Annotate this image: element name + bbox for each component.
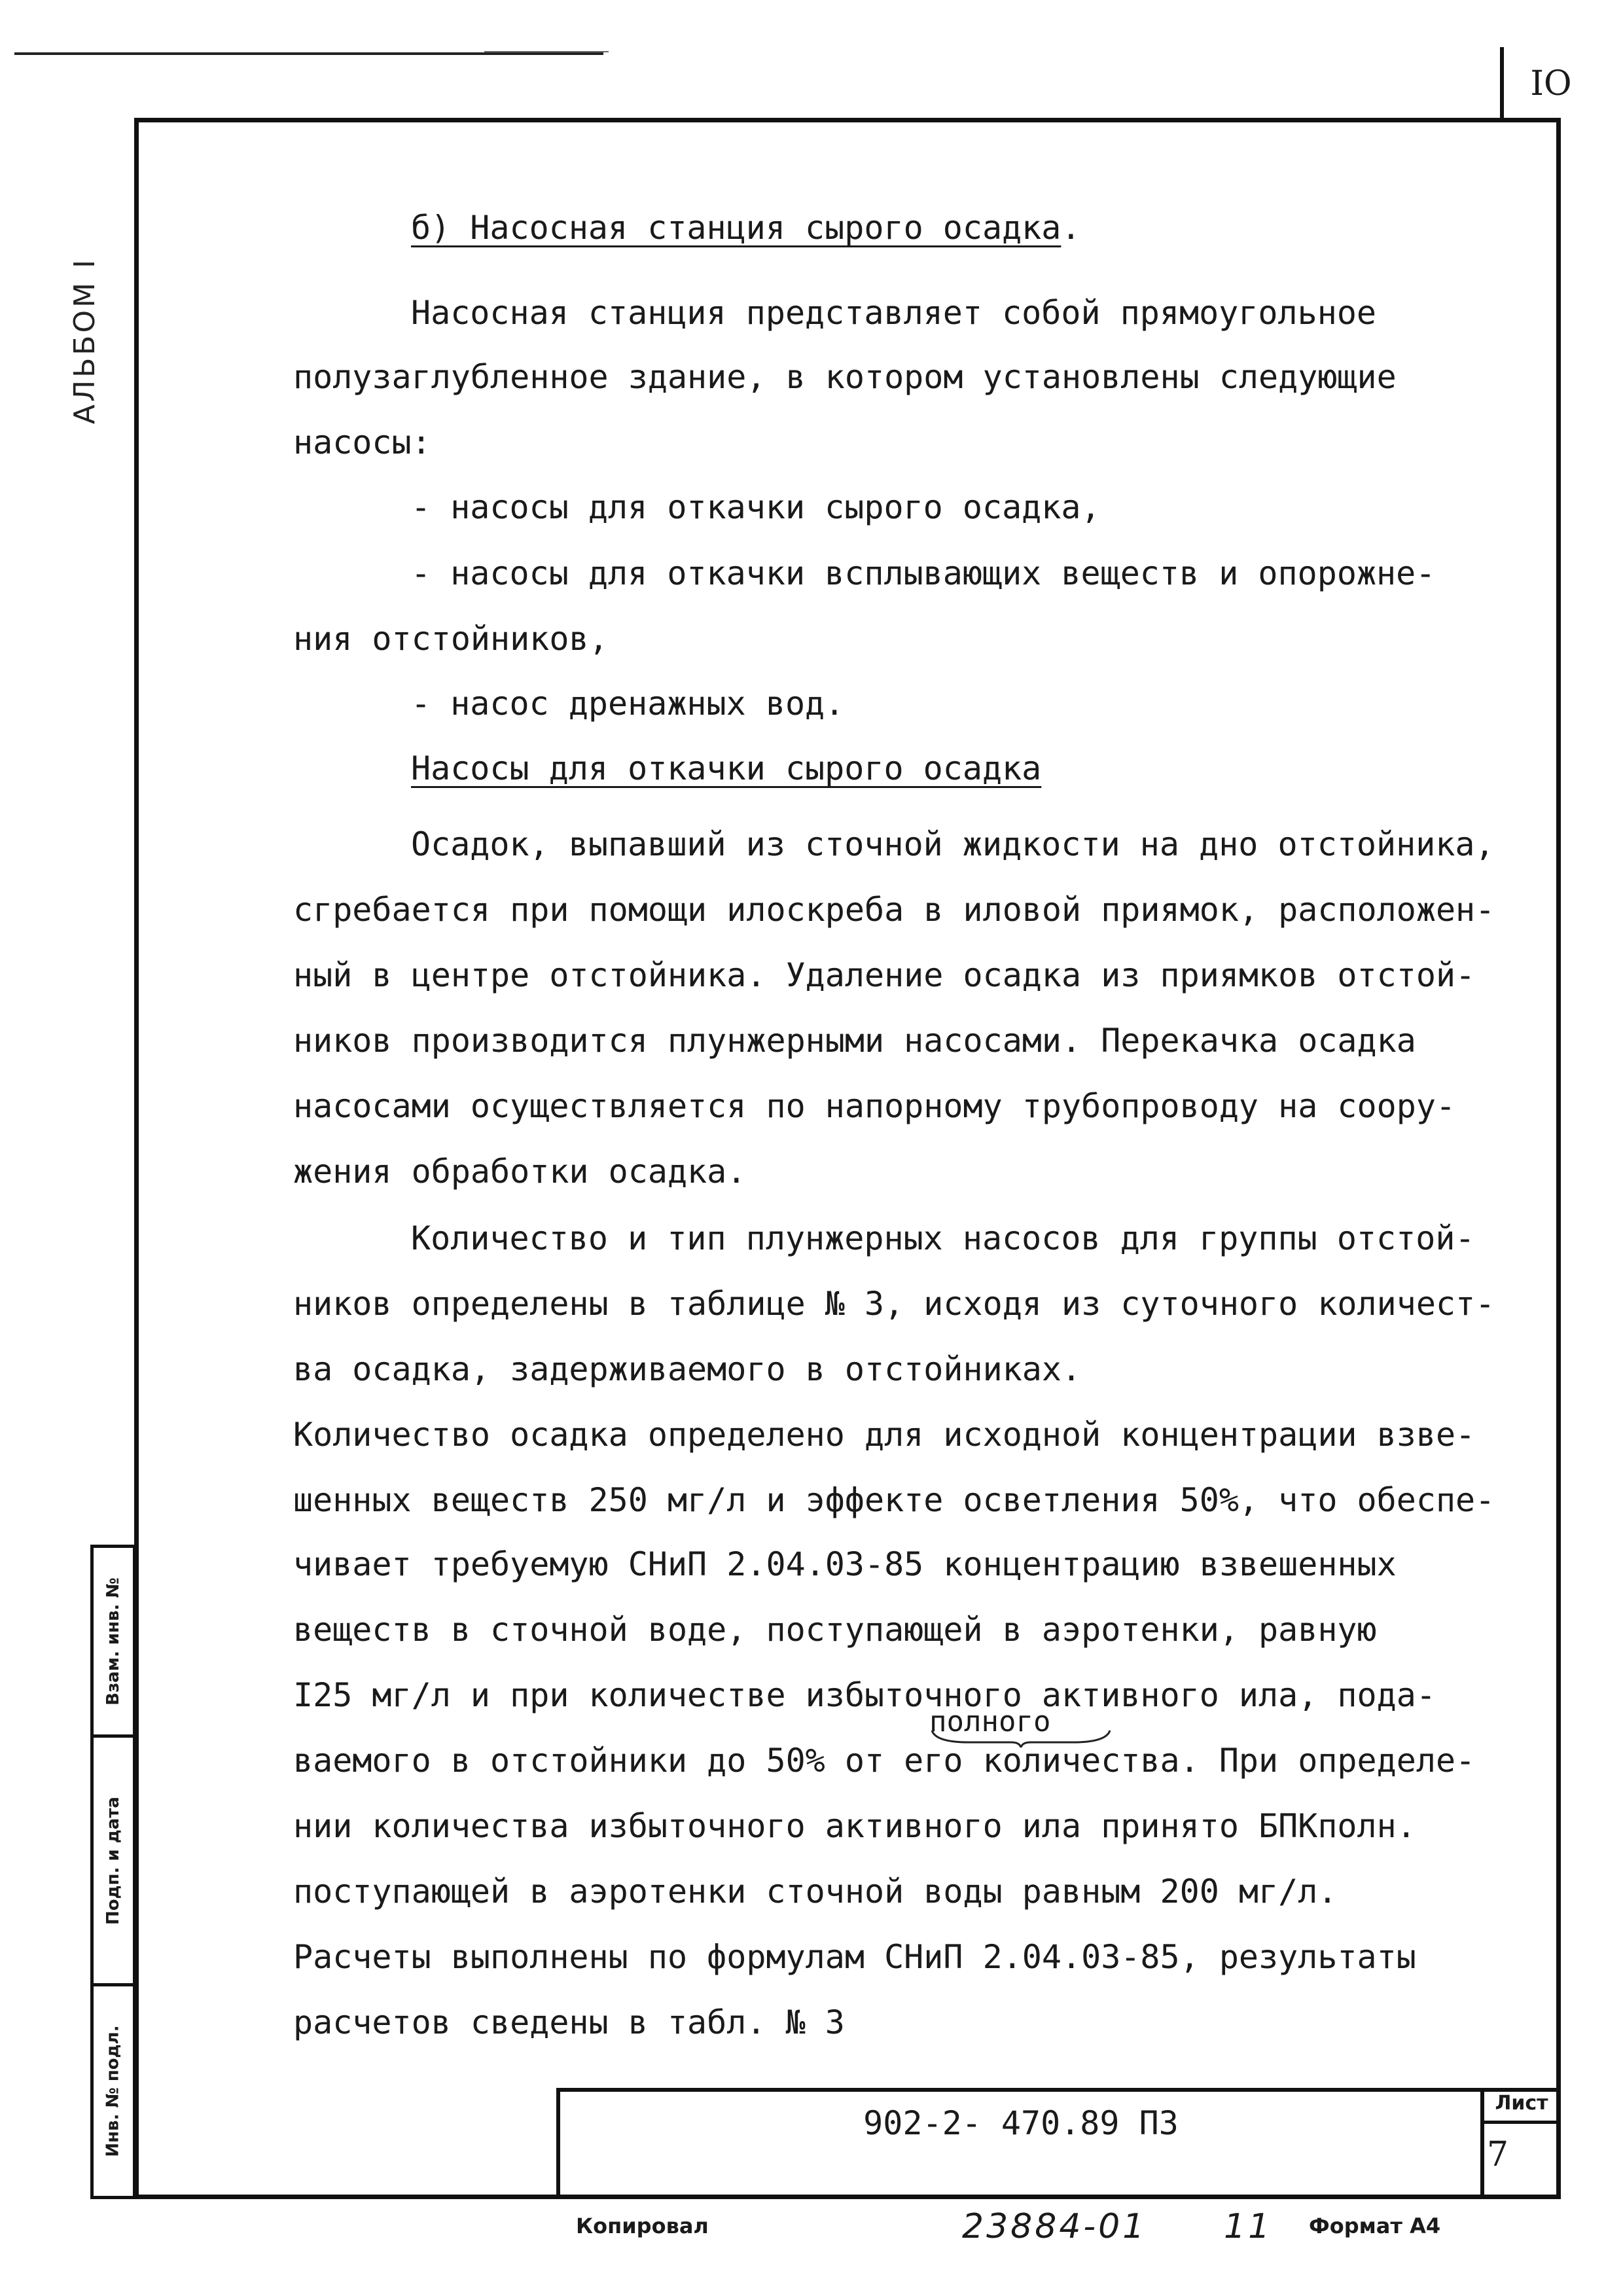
- paragraph-line: ва осадка, задерживаемого в отстойниках.: [293, 1350, 1082, 1388]
- section-heading: [411, 208, 1081, 247]
- paragraph-line: I25 мг/л и при количестве избыточного активного ила, пода-: [293, 1676, 1436, 1714]
- paragraph-line: расчетов сведены в табл. № 3: [293, 2003, 845, 2041]
- album-label-text: АЛЬБОМ I: [68, 257, 102, 424]
- paragraph-line: веществ в сточной воде, поступающей в аэротенки, равную: [293, 1611, 1377, 1649]
- paragraph-line: ваемого в отстойники до 50% от его количества. При определе-: [293, 1742, 1476, 1780]
- subsection-heading: Насосы для откачки сырого осадка: [411, 749, 1042, 787]
- paragraph-line: чивает требуемую СНиП 2.04.03-85 концентрацию взвешенных: [293, 1545, 1397, 1583]
- title-block-sheet-header-line: [1480, 2121, 1561, 2124]
- order-number: 23884-01: [962, 2207, 1147, 2246]
- paragraph-line: Насосная станция представляет собой прямоугольное: [411, 294, 1377, 332]
- paragraph-line: ников производится плунжерными насосами. Перекачка осадка: [293, 1022, 1416, 1060]
- paragraph-line: Расчеты выполнены по формулам СНиП 2.04.03-85, результаты: [293, 1938, 1416, 1976]
- section-heading-period: .: [1061, 209, 1081, 247]
- handwritten-insertion: полного: [929, 1705, 1051, 1738]
- list-item-continuation: ния отстойников,: [293, 620, 609, 658]
- paragraph-line: насосы:: [293, 423, 431, 461]
- paragraph-line: Количество и тип плунжерных насосов для группы отстой-: [411, 1219, 1475, 1257]
- stamp-label-replacement: Взам. инв. №: [103, 1577, 123, 1706]
- left-stamp-strip: [90, 1545, 136, 2199]
- paragraph-line: ников определены в таблице № 3, исходя из суточного количест-: [293, 1285, 1495, 1323]
- paragraph-line: насосами осуществляется по напорному трубопроводу на соору-: [293, 1087, 1456, 1125]
- stamp-label-original-number: Инв. № подл.: [103, 2025, 123, 2157]
- stamp-cell-signature-date: [94, 1738, 133, 1986]
- sheet-number: 7: [1487, 2135, 1509, 2174]
- paragraph-line: поступающей в аэротенки сточной воды равным 200 мг/л.: [293, 1873, 1338, 1910]
- stamp-label-signature-date: Подп. и дата: [103, 1796, 124, 1925]
- title-block-sheet-divider: [1480, 2088, 1484, 2199]
- paragraph-line: шенных веществ 250 мг/л и эффекте осветления 50%, что обеспе-: [293, 1481, 1495, 1519]
- copy-number: 11: [1224, 2207, 1273, 2246]
- album-label: [56, 236, 115, 445]
- paragraph-line: ный в центре отстойника. Удаление осадка из приямков отстой-: [293, 956, 1476, 994]
- paragraph-line: Количество осадка определено для исходной концентрации взве-: [293, 1416, 1476, 1454]
- top-rule-dashed: [484, 51, 609, 52]
- paragraph-line: сгребается при помощи илоскреба в иловой приямок, расположен-: [293, 891, 1495, 929]
- stamp-cell-replacement: [94, 1548, 133, 1738]
- paragraph-line: нии количества избыточного активного ила принято БПКполн.: [293, 1807, 1416, 1845]
- list-item: - насос дренажных вод.: [411, 685, 845, 723]
- page-number: IO: [1500, 47, 1598, 120]
- list-item: - насосы для откачки всплывающих веществ и опорожне-: [411, 554, 1436, 592]
- document-code: 902-2- 470.89 ПЗ: [863, 2104, 1179, 2142]
- paragraph-line: Осадок, выпавший из сточной жидкости на дно отстойника,: [411, 825, 1495, 863]
- stamp-cell-original-number: [94, 1986, 133, 2196]
- sheet-label: Лист: [1495, 2092, 1548, 2115]
- top-rule: [14, 52, 603, 55]
- frame-right-double-line: [1556, 118, 1560, 2199]
- paragraph-line: жения обработки осадка.: [293, 1153, 747, 1191]
- format-label: Формат А4: [1309, 2214, 1441, 2238]
- section-heading-text: б) Насосная станция сырого осадка: [411, 209, 1061, 247]
- copied-by-label: Копировал: [576, 2214, 709, 2238]
- list-item: - насосы для откачки сырого осадка,: [411, 488, 1101, 526]
- paragraph-line: полузаглубленное здание, в котором установлены следующие: [293, 358, 1397, 396]
